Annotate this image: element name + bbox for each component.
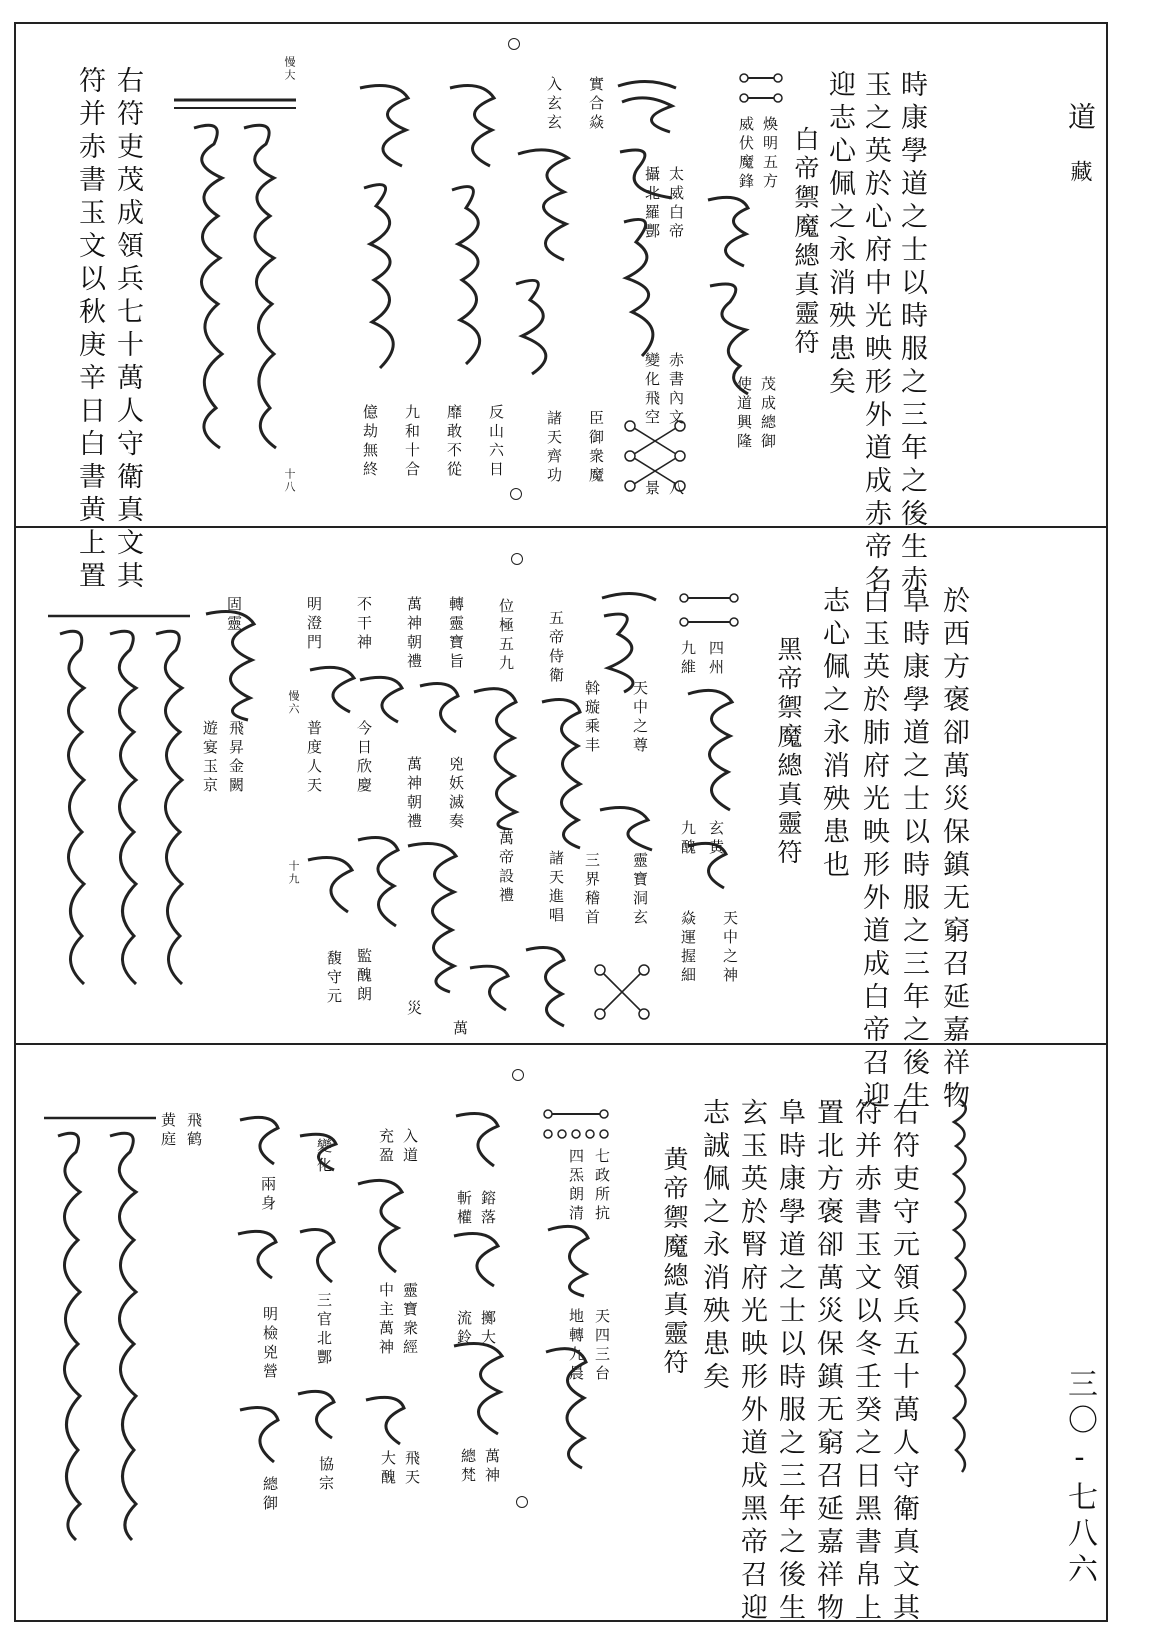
talisman-glyph xyxy=(540,1218,596,1298)
talisman-note: 萬神朝禮 xyxy=(405,596,423,672)
talisman-note: 四炁朗清 xyxy=(567,1148,585,1224)
talisman-note: 煥明五方 xyxy=(761,116,779,192)
talisman-note: 萬 xyxy=(451,1020,469,1039)
talisman-note: 鎔落 xyxy=(479,1190,497,1228)
talisman-note: 靈寶洞玄 xyxy=(631,852,649,928)
talisman-glyph xyxy=(234,1400,284,1470)
talisman-glyph xyxy=(400,834,464,994)
talisman-glyph xyxy=(294,1128,342,1174)
body-line: 右符吏守元領兵五十萬人守衛真文其 xyxy=(888,1098,919,1626)
talisman-glyph xyxy=(592,800,662,860)
talisman-note: 億劫無終 xyxy=(361,404,379,480)
talisman-glyph xyxy=(680,680,740,820)
talisman-glyph xyxy=(940,1094,980,1474)
body-line: 志誠佩之永消殃患矣 xyxy=(698,1098,729,1395)
talisman-note: 九和十合 xyxy=(403,404,421,480)
talisman-note: 萬神 xyxy=(483,1448,501,1486)
talisman-note: 臣御衆魔 xyxy=(587,410,605,486)
talisman-note: 太威白帝 xyxy=(667,166,685,242)
talisman-note: 總梵 xyxy=(459,1448,477,1486)
collection-label-2: 藏 xyxy=(1067,160,1092,198)
body-line: 志心佩之永消殃患也 xyxy=(818,586,849,883)
binding-ring xyxy=(510,488,522,500)
talisman-note: 明澄門 xyxy=(305,596,323,653)
talisman-note: 明檢兇營 xyxy=(261,1306,279,1382)
talisman-note: 攝北羅酆 xyxy=(643,166,661,242)
talisman-glyph xyxy=(294,1222,340,1292)
talisman-note: 協宗 xyxy=(317,1456,335,1494)
talisman-note: 八 xyxy=(667,480,685,499)
talisman-glyph xyxy=(466,680,526,830)
talisman-note: 轉靈寶旨 xyxy=(447,596,465,672)
talisman-note: 使道興隆 xyxy=(735,376,753,452)
talisman-note: 黄庭 xyxy=(159,1112,177,1150)
talisman-note: 飛鹤 xyxy=(185,1112,203,1150)
talisman-note: 監醜朗 xyxy=(355,948,373,1005)
star-connector-icon xyxy=(592,962,652,1022)
body-line: 阜時康學道之士以時服之三年之後生 xyxy=(774,1098,805,1626)
talisman-note: 不干神 xyxy=(355,596,373,653)
talisman-note: 威伏魔鋒 xyxy=(737,116,755,192)
talisman-glyph xyxy=(198,602,262,722)
talisman-glyph xyxy=(538,1340,594,1470)
talisman-note: 普度人天 xyxy=(305,720,323,796)
talisman-note: 今日欣慶 xyxy=(355,720,373,796)
talisman-note: 總御 xyxy=(261,1476,279,1514)
talisman-glyph xyxy=(354,670,410,730)
talisman-note: 變化 xyxy=(315,1138,333,1176)
talisman-note: 三官北酆 xyxy=(315,1292,333,1368)
talisman-note: 九維 xyxy=(679,640,697,678)
talisman-glyph xyxy=(44,610,194,990)
talisman-note: 斬權 xyxy=(455,1190,473,1228)
star-connector-icon xyxy=(676,590,742,634)
talisman-note: 大醜 xyxy=(379,1450,397,1488)
talisman-note: 九醜 xyxy=(679,820,697,858)
talisman-note: 天中之神 xyxy=(721,910,739,986)
body-line: 置北方褒卻萬災保鎮无窮召延嘉祥物 xyxy=(812,1098,843,1626)
talisman-title: 黑帝禦魔總真靈符 xyxy=(774,636,803,868)
folio-number: 十九 xyxy=(287,860,300,886)
talisman-note: 三界稽首 xyxy=(583,852,601,928)
talisman-note: 變化飛空 xyxy=(643,352,661,428)
page-number: 三〇-七八六 xyxy=(1062,1368,1097,1589)
talisman-note: 靡敢不從 xyxy=(445,404,463,480)
talisman-title: 黄帝禦魔總真靈符 xyxy=(660,1146,689,1378)
talisman-note: 入玄玄 xyxy=(545,76,563,133)
talisman-note: 馥守元 xyxy=(325,950,343,1007)
talisman-glyph xyxy=(700,190,756,400)
talisman-glyph xyxy=(594,584,664,694)
talisman-note: 實合焱 xyxy=(587,76,605,133)
body-line: 右符吏茂成領兵七十萬人守衛真文其 xyxy=(112,66,143,594)
talisman-note: 萬帝設禮 xyxy=(497,830,515,906)
talisman-glyph xyxy=(682,836,732,896)
talisman-glyph xyxy=(292,1384,340,1444)
talisman-note: 兇妖滅奏 xyxy=(447,756,465,832)
talisman-note: 中主萬神 xyxy=(377,1282,395,1358)
talisman-glyph xyxy=(350,1172,410,1282)
talisman-glyph xyxy=(300,850,360,920)
talisman-note: 遊宴玉京 xyxy=(201,720,219,796)
talisman-note: 位極五九 xyxy=(497,598,515,674)
talisman-glyph xyxy=(446,1334,510,1444)
talisman-note: 四州 xyxy=(707,640,725,678)
talisman-glyph xyxy=(612,72,685,362)
talisman-note: 充盈 xyxy=(377,1128,395,1166)
talisman-note: 焱運握細 xyxy=(679,910,697,986)
binding-ring xyxy=(512,1069,524,1081)
body-line: 於西方褒卻萬災保鎮无窮召延嘉祥物 xyxy=(938,586,969,1114)
talisman-note: 斡璇乘丰 xyxy=(583,680,601,756)
talisman-note: 天中之尊 xyxy=(631,680,649,756)
talisman-glyph xyxy=(442,74,502,394)
talisman-note: 地轉九晨 xyxy=(567,1308,585,1384)
talisman-note: 赤書內文 xyxy=(667,352,685,428)
binding-ring xyxy=(508,38,520,50)
talisman-note: 天四三台 xyxy=(593,1308,611,1384)
talisman-glyph xyxy=(414,676,464,746)
panel-divider-1 xyxy=(14,526,1108,528)
talisman-note: 七政所抗 xyxy=(593,1148,611,1224)
talisman-glyph xyxy=(352,78,416,388)
talisman-note: 兩身 xyxy=(259,1176,277,1214)
talisman-note: 固靈 xyxy=(225,596,243,634)
star-connector-icon xyxy=(736,70,786,110)
folio-mark: 慢大 xyxy=(283,56,296,82)
talisman-note: 諸天進唱 xyxy=(547,850,565,926)
talisman-glyph xyxy=(232,1224,282,1284)
body-line: 時康學道之士以時服之三年之後生赤 xyxy=(896,70,927,598)
talisman-glyph xyxy=(518,940,572,1030)
talisman-glyph xyxy=(508,74,578,394)
talisman-glyph xyxy=(446,1226,506,1296)
talisman-glyph xyxy=(170,78,300,458)
folio-number: 十八 xyxy=(283,468,296,494)
talisman-title: 白帝禦魔總真靈符 xyxy=(791,126,820,358)
body-line: 迎志心佩之永消殃患矣 xyxy=(824,70,855,400)
binding-ring xyxy=(516,1496,528,1508)
talisman-glyph xyxy=(450,1106,506,1176)
folio-mark: 慢六 xyxy=(287,690,300,716)
star-connector-icon xyxy=(540,1108,612,1142)
talisman-glyph xyxy=(234,1110,284,1170)
body-line: 白玉英於肺府光映形外道成白帝召迎 xyxy=(858,586,889,1114)
talisman-note: 茂成總御 xyxy=(759,376,777,452)
talisman-note: 流鈴 xyxy=(455,1310,473,1348)
talisman-glyph xyxy=(304,660,362,720)
talisman-note: 五帝侍衛 xyxy=(547,610,565,686)
body-line: 玉之英於心府中光映形外道成赤帝名 xyxy=(860,70,891,598)
binding-ring xyxy=(511,553,523,565)
talisman-note: 景 xyxy=(643,480,661,499)
collection-label: 道 xyxy=(1064,102,1097,146)
body-line: 阜時康學道之士以時服之三年之後生 xyxy=(898,586,929,1114)
talisman-note: 靈寶衆經 xyxy=(401,1282,419,1358)
talisman-note: 災 xyxy=(405,1000,423,1019)
talisman-glyph xyxy=(534,690,588,850)
talisman-note: 擲大 xyxy=(479,1310,497,1348)
talisman-note: 飛天 xyxy=(403,1450,421,1488)
body-line: 符并赤書玉文以冬壬癸之日黑書帛上 xyxy=(850,1098,881,1626)
talisman-glyph xyxy=(360,1390,410,1450)
talisman-note: 飛昇金闕 xyxy=(227,720,245,796)
talisman-note: 反山六日 xyxy=(487,404,505,480)
body-line: 玄玉英於腎府光映形外道成黑帝召迎 xyxy=(736,1098,767,1626)
body-line: 符并赤書玉文以秋庚辛日白書黄上置 xyxy=(74,66,105,594)
talisman-glyph xyxy=(40,1112,160,1542)
talisman-note: 諸天齊功 xyxy=(545,410,563,486)
star-connector-icon xyxy=(620,418,690,496)
talisman-glyph xyxy=(464,960,514,1020)
talisman-note: 萬神朝禮 xyxy=(405,756,423,832)
talisman-note: 玄黄 xyxy=(707,820,725,858)
talisman-note: 入道 xyxy=(401,1128,419,1166)
